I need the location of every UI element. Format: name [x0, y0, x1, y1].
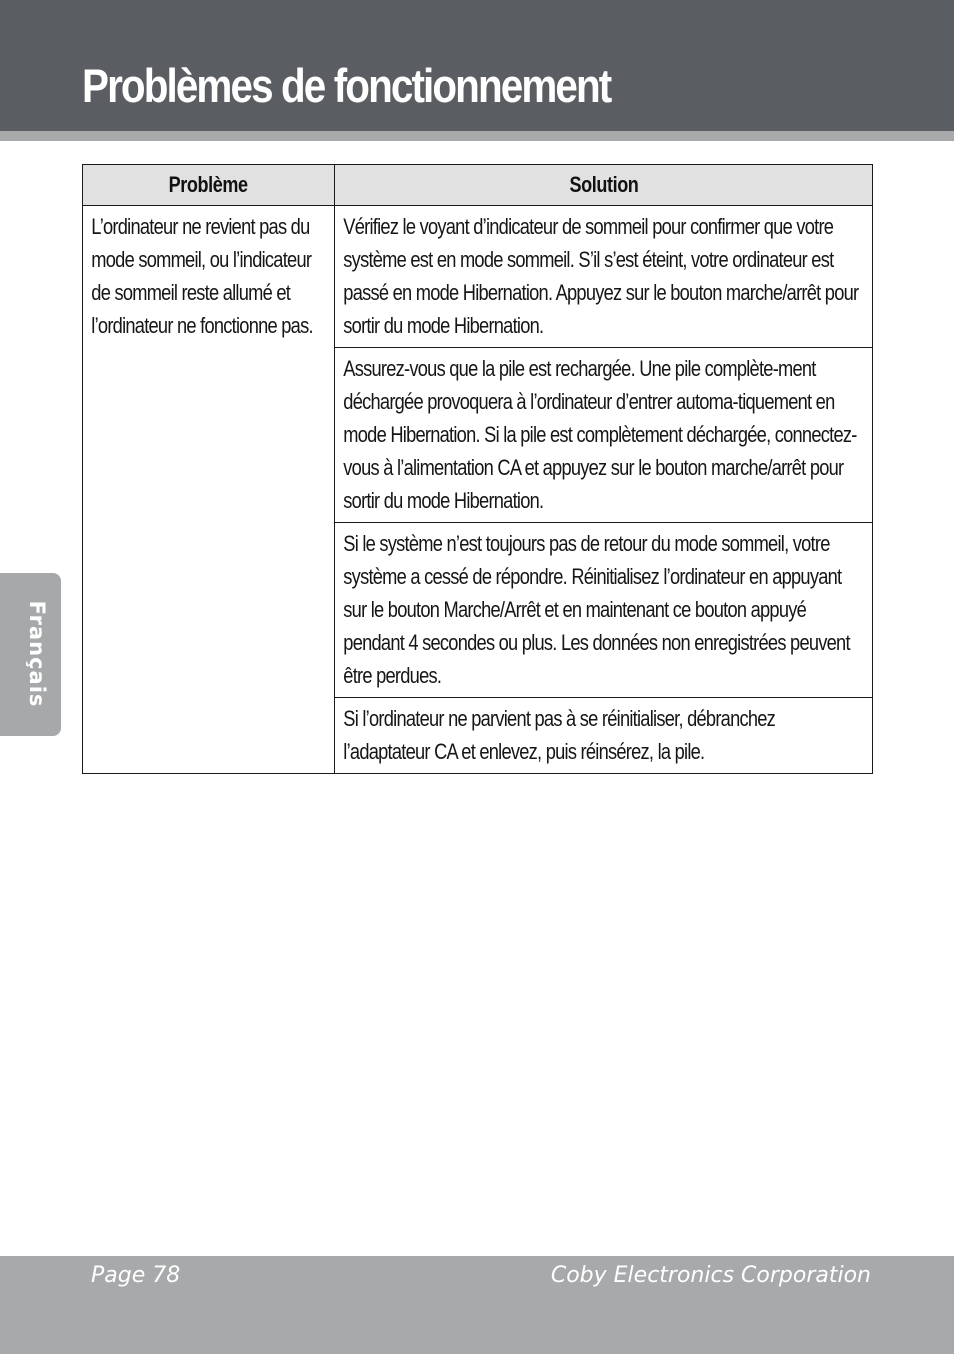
solution-text: Si l’ordinateur ne parvient pas à se réinitialiser, débranchez l’adaptateur CA et enlevez, puis réinsérez, la pile. — [343, 706, 776, 764]
solution-cell — [335, 348, 873, 523]
column-header-problem: Problème — [83, 165, 335, 206]
solution-text: Assurez-vous que la pile est rechargée. Une pile complète-ment déchargée provoquera à l’ordinateur d’entrer automa-tiquement en mode Hibernation. Si la pile est complètement déchargée, connectez-vous à l’alimentation CA et appuyez sur le bouton marche/arrêt pour sortir du mode Hibernation. — [343, 356, 857, 513]
table-header-row — [83, 165, 873, 206]
solution-cell — [335, 523, 873, 698]
troubleshooting-table — [82, 164, 873, 774]
problem-text: L’ordinateur ne revient pas du mode sommeil, ou l’indicateur de sommeil reste allumé et l’ordinateur ne fonctionne pas. — [91, 214, 313, 338]
language-tab-label: Français — [25, 600, 49, 708]
problem-cell — [83, 206, 335, 774]
column-header-solution: Solution — [335, 165, 873, 206]
solution-cell — [335, 206, 873, 348]
header-stripe — [0, 131, 954, 141]
solution-text: Si le système n’est toujours pas de retour du mode sommeil, votre système a cessé de répondre. Réinitialisez l’ordinateur en appuyant sur le bouton Marche/Arrêt et en maintenant ce bouton appuyé pendant 4 secondes ou plus. Les données non enregistrées peuvent être perdues. — [343, 531, 850, 688]
table-row — [83, 206, 873, 348]
company-name: Coby Electronics Corporation — [550, 1263, 871, 1288]
page-number: Page 78 — [91, 1263, 181, 1288]
solution-text: Vérifiez le voyant d’indicateur de sommeil pour confirmer que votre système est en mode sommeil. S’il s’est éteint, votre ordinateur est passé en mode Hibernation. Appuyez sur le bouton marche/arrêt pour sortir du mode Hibernation. — [343, 214, 859, 338]
page-title: Problèmes de fonctionnement — [82, 59, 611, 112]
solution-cell — [335, 698, 873, 774]
